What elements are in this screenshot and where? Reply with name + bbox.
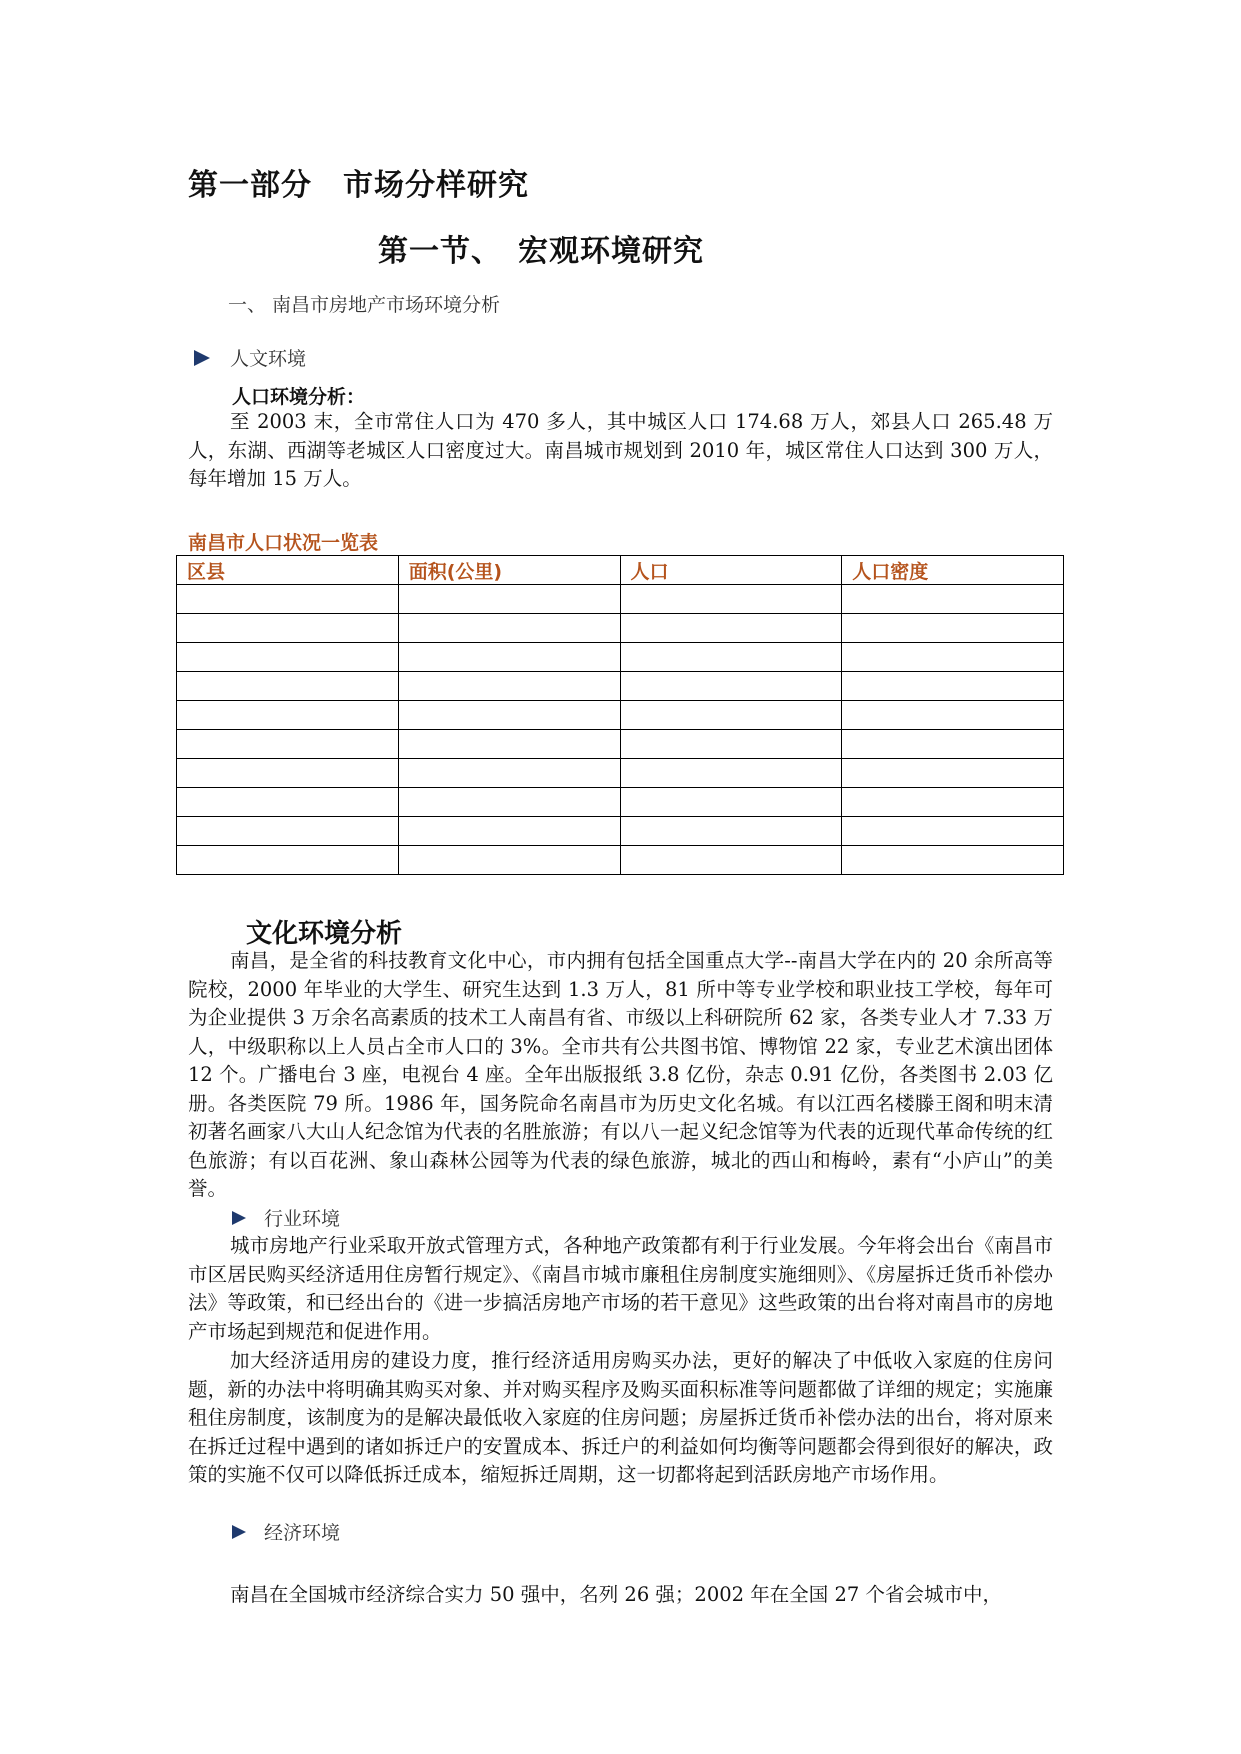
bullet-economy: [232, 1518, 340, 1545]
table-row: [177, 759, 1064, 788]
population-table: [176, 555, 1064, 875]
table-cell: [398, 846, 620, 875]
table-cell: [842, 614, 1064, 643]
bullet-humanities-label: 人文环境: [230, 348, 307, 370]
table-row: [177, 672, 1064, 701]
table-row: [177, 701, 1064, 730]
subsection-heading: 一、 南昌市房地产市场环境分析: [228, 294, 501, 316]
industry-paragraph-1: 城市房地产行业采取开放式管理方式，各种地产政策都有利于行业发展。今年将会出台《南昌市市区居民购买经济适用住房暂行规定》、《南昌市城市廉租住房制度实施细则》、《房屋拆迁货币补偿办法》等政策，和已经出台的《进一步搞活房地产市场的若干意见》这些政策的出台将对南昌市的房地产市场起到规范和促进作用。: [188, 1234, 1053, 1343]
table-cell: [842, 585, 1064, 614]
table-body: [177, 585, 1064, 875]
table-row: [177, 817, 1064, 846]
table-cell: [177, 788, 399, 817]
population-heading: 人口环境分析：: [232, 386, 366, 408]
population-table-title: 南昌市人口状况一览表: [188, 532, 379, 554]
table-row: [177, 730, 1064, 759]
table-cell: [620, 614, 842, 643]
table-cell: [398, 730, 620, 759]
table-cell: [620, 846, 842, 875]
table-cell: [842, 788, 1064, 817]
culture-paragraph: 南昌，是全省的科技教育文化中心，市内拥有包括全国重点大学--南昌大学在内的 20 余所高等院校，2000 年毕业的大学生、研究生达到 1.3 万人，81 所中等专业学校和职业技工学校，每年可为企业提供 3 万余名高素质的技术工人南昌有省、市级以上科研院所 62 家，各类专业人才 7.33 万人，中级职称以上人员占全市人口的 3%。全市共有公共图书馆、博物馆 22 家，专业艺术演出团体 12 个。广播电台 3 座，电视台 4 座。全年出版报纸 3.8 亿份，杂志 0.91 亿份，各类图书 2.03 亿册。各类医院 79 所。1986 年，国务院命名南昌市为历史文化名城。有以江西名楼滕王阁和明末清初著名画家八大山人纪念馆为代表的名胜旅游；有以八一起义纪念馆等为代表的近现代革命传统的红色旅游；有以百花洲、象山森林公园等为代表的绿色旅游，城北的西山和梅岭，素有“小庐山”的美誉。: [188, 949, 1053, 1200]
table-cell: [398, 614, 620, 643]
bullet-economy-label: 经济环境: [264, 1522, 341, 1544]
triangle-bullet-icon: [232, 1211, 246, 1225]
column-header-area: 面积(公里): [398, 556, 620, 585]
table-cell: [177, 614, 399, 643]
table-cell: [620, 585, 842, 614]
table-cell: [842, 643, 1064, 672]
table-cell: [620, 730, 842, 759]
population-paragraph: 至 2003 末，全市常住人口为 470 多人，其中城区人口 174.68 万人，郊县人口 265.48 万人，东湖、西湖等老城区人口密度过大。南昌城市规划到 2010 年，城区常住人口达到 300 万人，每年增加 15 万人。: [188, 410, 1053, 490]
table-cell: [842, 701, 1064, 730]
part-title: 第一部分 市场分样研究: [188, 168, 529, 203]
section-title: 第一节、 宏观环境研究: [378, 234, 704, 269]
table-cell: [398, 759, 620, 788]
table-cell: [620, 817, 842, 846]
table-row: [177, 643, 1064, 672]
table-cell: [177, 585, 399, 614]
table-cell: [398, 672, 620, 701]
table-cell: [177, 643, 399, 672]
table-cell: [842, 817, 1064, 846]
industry-paragraph-2: 加大经济适用房的建设力度，推行经济适用房购买办法，更好的解决了中低收入家庭的住房问题，新的办法中将明确其购买对象、并对购买程序及购买面积标准等问题都做了详细的规定；实施廉租住房制度，该制度为的是解决最低收入家庭的住房问题；房屋拆迁货币补偿办法的出台，将对原来在拆迁过程中遇到的诸如拆迁户的安置成本、拆迁户的利益如何均衡等问题都会得到很好的解决，政策的实施不仅可以降低拆迁成本，缩短拆迁周期，这一切都将起到活跃房地产市场作用。: [188, 1349, 1053, 1486]
culture-heading: 文化环境分析: [246, 919, 403, 949]
triangle-bullet-icon: [194, 350, 210, 366]
table-cell: [177, 759, 399, 788]
table-cell: [620, 643, 842, 672]
bullet-humanities: [194, 344, 306, 371]
column-header-density: 人口密度: [842, 556, 1064, 585]
table-row: [177, 788, 1064, 817]
table-cell: [842, 672, 1064, 701]
table-cell: [842, 730, 1064, 759]
table-cell: [398, 585, 620, 614]
column-header-population: 人口: [620, 556, 842, 585]
table-cell: [177, 701, 399, 730]
table-cell: [620, 672, 842, 701]
table-cell: [842, 759, 1064, 788]
bullet-industry-label: 行业环境: [264, 1208, 341, 1230]
table-header-row: [177, 556, 1064, 585]
table-cell: [398, 643, 620, 672]
table-row: [177, 846, 1064, 875]
table-cell: [620, 701, 842, 730]
table-row: [177, 614, 1064, 643]
bullet-industry: [232, 1204, 340, 1231]
table-cell: [177, 672, 399, 701]
table-cell: [398, 701, 620, 730]
table-cell: [398, 788, 620, 817]
table-cell: [842, 846, 1064, 875]
table-row: [177, 585, 1064, 614]
table-cell: [177, 817, 399, 846]
table-cell: [177, 730, 399, 759]
column-header-district: 区县: [177, 556, 399, 585]
economy-paragraph: 南昌在全国城市经济综合实力 50 强中，名列 26 强；2002 年在全国 27 个省会城市中，: [230, 1583, 1002, 1606]
table-cell: [620, 759, 842, 788]
table-cell: [177, 846, 399, 875]
table-cell: [620, 788, 842, 817]
table-cell: [398, 817, 620, 846]
triangle-bullet-icon: [232, 1525, 246, 1539]
